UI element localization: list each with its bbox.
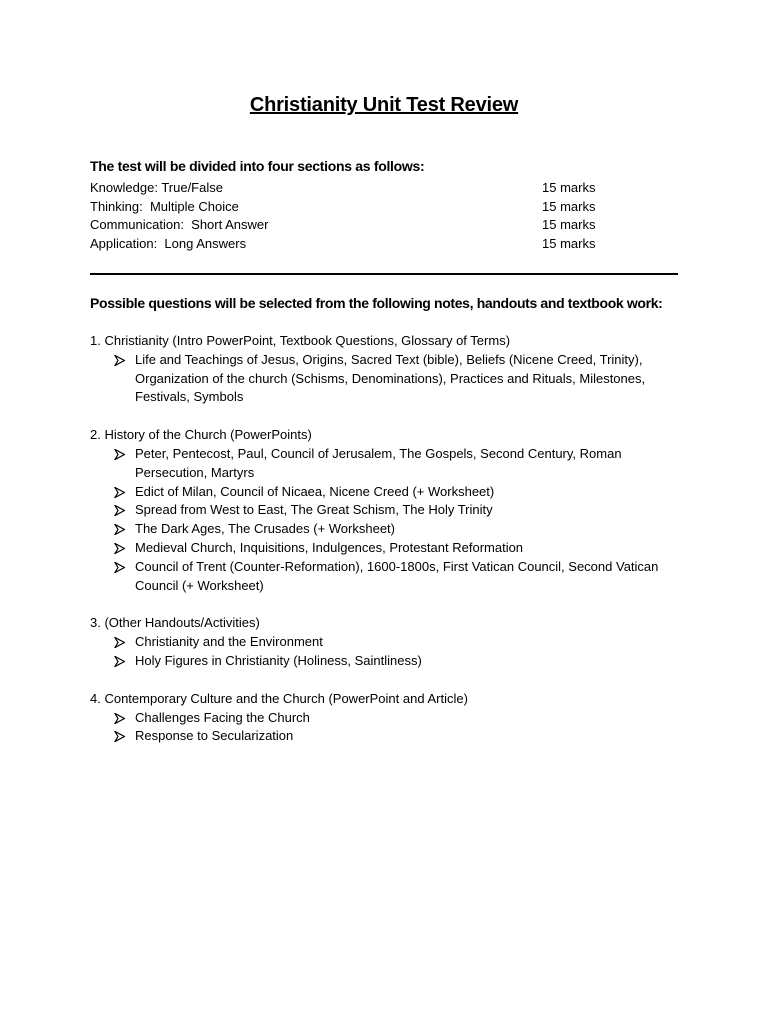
horizontal-divider <box>90 273 678 275</box>
arrowhead-bullet-icon <box>114 539 126 558</box>
topic-bullet-item <box>90 652 680 671</box>
section-marks: 15 marks <box>542 217 596 233</box>
topic-bullet-item <box>90 633 680 652</box>
bullet-text: Challenges Facing the Church <box>135 709 310 725</box>
marks-row <box>90 198 610 217</box>
topic-heading: 3. (Other Handouts/Activities) <box>90 615 260 631</box>
topic-bullet-list <box>90 351 680 407</box>
marks-table <box>90 179 610 254</box>
bullet-text: Spread from West to East, The Great Schism, The Holy Trinity <box>135 502 493 518</box>
topic-section <box>90 332 680 407</box>
topic-bullet-list <box>90 633 680 671</box>
questions-heading: Possible questions will be selected from the following notes, handouts and textbook work: <box>90 295 663 311</box>
bullet-text: Edict of Milan, Council of Nicaea, Nicene Creed (+ Worksheet) <box>135 483 495 499</box>
bullet-text: Council of Trent (Counter-Reformation), 1600-1800s, First Vatican Council, Second Vatican Council (+ Worksheet) <box>135 558 659 593</box>
section-label: Knowledge: True/False <box>90 180 223 195</box>
bullet-text: Medieval Church, Inquisitions, Indulgences, Protestant Reformation <box>135 539 524 555</box>
topic-bullet-item <box>90 520 680 539</box>
section-label: Thinking: Multiple Choice <box>90 198 239 214</box>
topic-bullet-list <box>90 445 680 595</box>
arrowhead-bullet-icon <box>114 558 126 577</box>
topic-heading: 1. Christianity (Intro PowerPoint, Textbook Questions, Glossary of Terms) <box>90 333 511 348</box>
bullet-text: Response to Secularization <box>135 728 294 744</box>
arrowhead-bullet-icon <box>114 351 126 370</box>
topic-bullet-item <box>90 727 680 746</box>
topic-bullet-list <box>90 709 680 747</box>
topic-bullet-item <box>90 501 680 520</box>
arrowhead-bullet-icon <box>114 727 126 746</box>
marks-row <box>90 216 610 235</box>
topic-bullet-item <box>90 539 680 558</box>
section-marks: 15 marks <box>542 180 596 195</box>
topic-bullet-item <box>90 558 680 596</box>
topic-bullet-item <box>90 351 680 407</box>
sections-heading: The test will be divided into four sections as follows: <box>90 158 425 174</box>
topic-heading: 2. History of the Church (PowerPoints) <box>90 427 312 443</box>
section-label: Application: Long Answers <box>90 236 247 252</box>
topic-bullet-item <box>90 445 680 483</box>
topic-list <box>90 332 680 765</box>
bullet-text: The Dark Ages, The Crusades (+ Worksheet) <box>135 521 395 537</box>
document-title: Christianity Unit Test Review <box>249 94 519 116</box>
topic-bullet-item <box>90 483 680 502</box>
section-marks: 15 marks <box>542 198 596 214</box>
arrowhead-bullet-icon <box>114 633 126 652</box>
marks-row <box>90 179 610 198</box>
bullet-text: Holy Figures in Christianity (Holiness, Saintliness) <box>135 652 422 668</box>
bullet-text: Life and Teachings of Jesus, Origins, Sacred Text (bible), Beliefs (Nicene Creed, Trinity), Organization of the church (Schisms, Denominations), Practices and Rituals, Milestones, Festivals, Symbols <box>135 351 646 405</box>
topic-section <box>90 614 680 670</box>
section-label: Communication: Short Answer <box>90 217 269 233</box>
arrowhead-bullet-icon <box>114 483 126 502</box>
arrowhead-bullet-icon <box>114 709 126 728</box>
topic-section <box>90 426 680 595</box>
bullet-text: Peter, Pentecost, Paul, Council of Jerusalem, The Gospels, Second Century, Roman Persecution, Martyrs <box>135 445 622 480</box>
topic-section <box>90 690 680 746</box>
topic-heading: 4. Contemporary Culture and the Church (PowerPoint and Article) <box>90 690 468 706</box>
section-marks: 15 marks <box>542 236 596 252</box>
arrowhead-bullet-icon <box>114 520 126 539</box>
arrowhead-bullet-icon <box>114 445 126 464</box>
arrowhead-bullet-icon <box>114 652 126 671</box>
marks-row <box>90 235 610 254</box>
arrowhead-bullet-icon <box>114 501 126 520</box>
topic-bullet-item <box>90 709 680 728</box>
bullet-text: Christianity and the Environment <box>135 634 323 650</box>
